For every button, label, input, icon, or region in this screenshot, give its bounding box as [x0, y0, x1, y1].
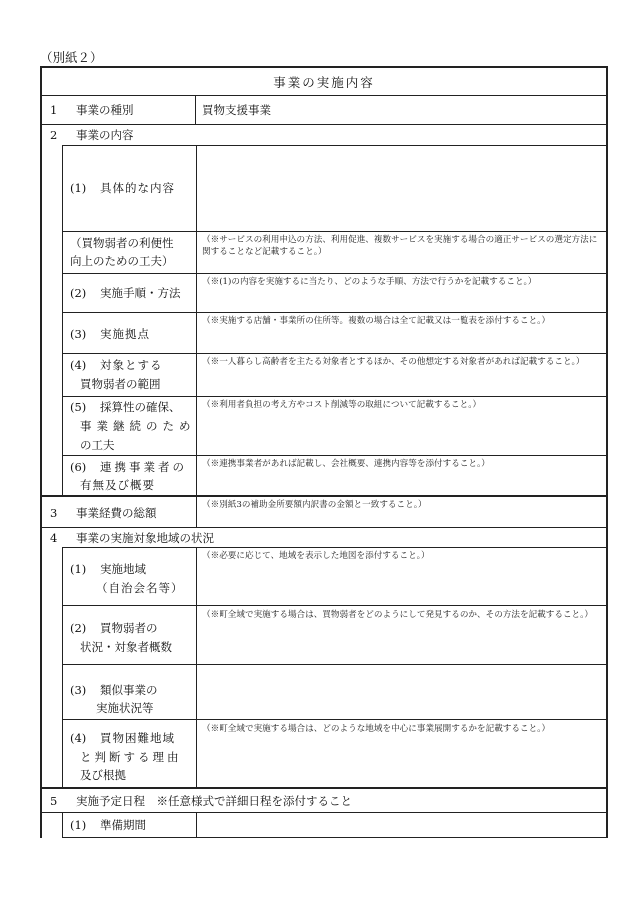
attachment-label: （別紙２）	[40, 50, 103, 65]
item-2-4-number: (4)	[70, 358, 87, 372]
item-2-4-note: （※一人暮らし高齢者を主たる対象者とするほか、その他想定する対象者があれば記載すること。）	[202, 357, 585, 367]
convenience-line2: 向上のための工夫）	[70, 254, 174, 268]
item-2-4-line1: 対象とする	[100, 358, 163, 372]
item-4-4-note: （※町全域で実施する場合は、どのような地域を中心に事業展開するかを記載すること。）	[202, 724, 551, 734]
item-2-1-number: (1)	[70, 181, 87, 195]
table-title: 事業の実施内容	[273, 75, 375, 90]
item-4-1-note: （※必要に応じて、地域を表示した地図を添付すること。）	[202, 551, 430, 561]
section-1-label: 事業の種別	[76, 103, 134, 117]
item-4-1-line2: （自治会名等）	[96, 581, 184, 595]
item-5-1-number: (1)	[70, 818, 87, 832]
section-3-label: 事業経費の総額	[76, 506, 157, 520]
section-2-number: 2	[50, 128, 58, 142]
item-2-5-line2: 事業継続のため	[80, 419, 196, 433]
item-4-2-line2: 状況・対象者概数	[80, 640, 172, 654]
item-4-2-note: （※町全域で実施する場合は、買物弱者をどのようにして発見するのか、その方法を記載すること。）	[202, 610, 594, 620]
item-2-2-number: (2)	[70, 286, 87, 300]
item-5-1-label: 準備期間	[100, 818, 146, 832]
item-2-6-line2: 有無及び概要	[80, 478, 155, 492]
item-2-6-note: （※連携事業者があれば記載し、会社概要、連携内容等を添付すること。）	[202, 459, 490, 469]
item-2-5-note: （※利用者負担の考え方やコスト削減等の取組について記載すること。）	[202, 400, 482, 410]
item-2-1-label: 具体的な内容	[100, 181, 175, 195]
item-2-6-line1: 連携事業者の	[100, 460, 187, 474]
item-4-1-number: (1)	[70, 562, 87, 576]
section-2-label: 事業の内容	[76, 128, 134, 142]
section-3-number: 3	[50, 506, 58, 520]
item-4-4-number: (4)	[70, 731, 87, 745]
item-4-4-line1: 買物困難地域	[100, 731, 175, 745]
item-2-5-line3: の工夫	[80, 438, 115, 452]
item-2-2-note: （※(1)の内容を実施するに当たり、どのような手順、方法で行うかを記載すること。）	[202, 277, 537, 287]
section-4-label: 事業の実施対象地域の状況	[76, 531, 214, 545]
item-4-3-number: (3)	[70, 683, 87, 697]
item-2-2-label: 実施手順・方法	[100, 286, 181, 300]
item-2-4-line2: 買物弱者の範囲	[80, 377, 161, 391]
section-1-number: 1	[50, 103, 58, 117]
section-5-number: 5	[50, 794, 58, 808]
item-2-3-number: (3)	[70, 327, 87, 341]
item-2-5-number: (5)	[70, 400, 87, 414]
item-4-4-line3: 及び根拠	[80, 768, 126, 782]
item-4-3-line2: 実施状況等	[96, 701, 154, 715]
item-2-5-line1: 採算性の確保、	[100, 400, 181, 414]
item-4-3-line1: 類似事業の	[100, 683, 158, 697]
item-4-4-line2: と判断する理由	[80, 750, 182, 764]
item-4-1-line1: 実施地域	[100, 562, 146, 576]
convenience-line1: （買物弱者の利便性	[70, 236, 174, 250]
section-5-label: 実施予定日程 ※任意様式で詳細日程を添付すること	[76, 794, 352, 808]
item-2-3-label: 実施拠点	[100, 327, 150, 341]
convenience-note: （※サービスの利用申込の方法、利用促進、複数サービスを実施する場合の適正サービスの選定方法に関することなど記載すること。）	[202, 235, 598, 257]
item-2-3-note: （※実施する店舗・事業所の住所等。複数の場合は全て記載又は一覧表を添付すること。）	[202, 316, 551, 326]
item-4-2-line1: 買物弱者の	[100, 621, 158, 635]
section-1-value: 買物支援事業	[202, 103, 271, 117]
item-2-6-number: (6)	[70, 460, 87, 474]
item-4-2-number: (2)	[70, 621, 87, 635]
section-3-note: （※別紙3の補助金所要額内訳書の金額と一致すること。）	[202, 500, 427, 510]
section-4-number: 4	[50, 531, 58, 545]
